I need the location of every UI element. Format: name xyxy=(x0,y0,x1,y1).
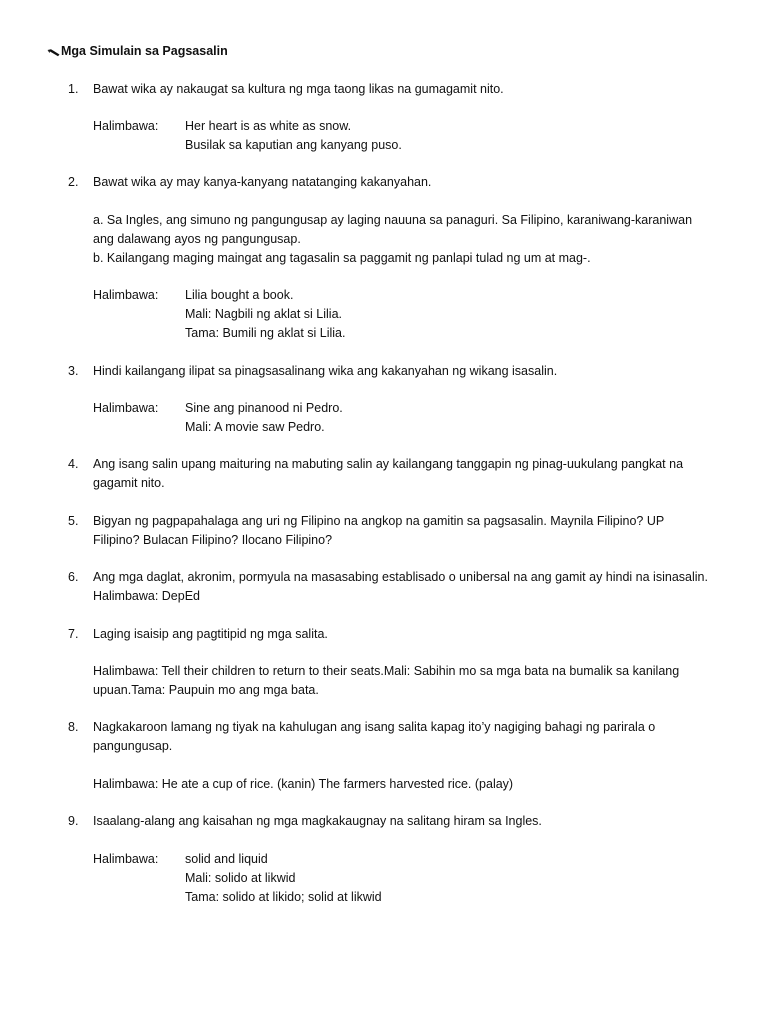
item-text: Hindi kailangang ilipat sa pinagsasalinang wika ang kakanyahan ng wikang isasalin. xyxy=(93,364,558,378)
sub-point-text: a. Sa Ingles, ang simuno ng pangungusap ay laging nauuna sa panaguri. Sa Filipino, karaniwang-karaniwan ang dalawang ayos ng pangungusap. xyxy=(93,213,693,246)
example-block-8 xyxy=(93,775,713,794)
item-text: Laging isaisip ang pagtitipid ng mga salita. xyxy=(93,627,328,641)
example-line: Mali: A movie saw Pedro. xyxy=(185,419,325,434)
example-line: solid and liquid xyxy=(185,852,268,866)
example-line: Her heart is as white as snow. xyxy=(185,119,352,133)
item-text: Nagkakaroon lamang ng tiyak na kahulugan ang isang salita kapag ito’y nagiging bahagi ng parirala o pangungusap. xyxy=(93,720,656,753)
example-block-9 xyxy=(93,850,713,906)
example-line: Lilia bought a book. xyxy=(185,288,294,302)
item-text: Bawat wika ay nakaugat sa kultura ng mga taong likas na gumagamit nito. xyxy=(93,82,504,96)
item-number: 7. xyxy=(68,627,79,641)
example-line: Sine ang pinanood ni Pedro. xyxy=(185,401,343,415)
item-text: Ang isang salin upang maituring na mabuting salin ay kailangang tanggapin ng pinag-uukulang pangkat na gagamit nito. xyxy=(93,457,684,490)
example-line: Tama: solido at likido; solid at likwid xyxy=(185,889,382,904)
sub-point-a xyxy=(93,211,713,249)
item-text: Bawat wika ay may kanya-kanyang natatanging kakanyahan. xyxy=(93,175,432,189)
example-text: Halimbawa: Tell their children to return to their seats.Mali: Sabihin mo sa mga bata na bumalik sa kanilang upuan.Tama: Paupuin mo ang mga bata. xyxy=(93,664,680,697)
item-text: Isaalang-alang ang kaisahan ng mga magkakaugnay na salitang hiram sa Ingles. xyxy=(93,814,542,828)
list-item-8 xyxy=(68,718,708,756)
example-block-1 xyxy=(93,117,713,155)
list-item-9 xyxy=(68,812,708,831)
example-line: Mali: solido at likwid xyxy=(185,870,296,885)
example-label: Halimbawa: xyxy=(93,401,159,415)
pen-icon xyxy=(47,45,60,55)
item-text: Bigyan ng pagpapahalaga ang uri ng Filipino na angkop na gamitin sa pagsasalin. Maynila Filipino? UP Filipino? Bulacan Filipino? Ilocano Filipino? xyxy=(93,514,664,547)
example-label: Halimbawa: xyxy=(93,288,159,302)
sub-point-b xyxy=(93,249,713,268)
sub-point-text: b. Kailangang maging maingat ang tagasalin sa paggamit ng panlapi tulad ng um at mag-. xyxy=(93,251,591,265)
example-line: Tama: Bumili ng aklat si Lilia. xyxy=(185,325,346,340)
item-number: 6. xyxy=(68,570,79,584)
item-number: 8. xyxy=(68,720,79,734)
item-number: 2. xyxy=(68,175,79,189)
list-item-3 xyxy=(68,362,708,381)
example-text: Halimbawa: He ate a cup of rice. (kanin) The farmers harvested rice. (palay) xyxy=(93,777,514,791)
example-label: Halimbawa: xyxy=(93,852,159,866)
list-item-6 xyxy=(68,568,708,606)
item-text: Ang mga daglat, akronim, pormyula na masasabing establisado o unibersal na ang gamit ay hindi na isinasalin. Halimbawa: DepEd xyxy=(93,570,708,603)
document-title xyxy=(47,42,228,61)
example-block-3 xyxy=(93,399,713,437)
list-item-5 xyxy=(68,512,708,550)
item-number: 1. xyxy=(68,82,79,96)
item-number: 9. xyxy=(68,814,79,828)
item-number: 5. xyxy=(68,514,79,528)
item-number: 4. xyxy=(68,457,79,471)
example-line: Mali: Nagbili ng aklat si Lilia. xyxy=(185,306,343,321)
list-item-7 xyxy=(68,625,708,644)
list-item-2 xyxy=(68,173,708,192)
example-label: Halimbawa: xyxy=(93,119,159,133)
example-block-2 xyxy=(93,286,713,342)
list-item-1 xyxy=(68,80,708,99)
list-item-4 xyxy=(68,455,708,493)
example-block-7 xyxy=(93,662,713,700)
example-line: Busilak sa kaputian ang kanyang puso. xyxy=(185,137,402,152)
title-text: Mga Simulain sa Pagsasalin xyxy=(61,44,228,58)
item-number: 3. xyxy=(68,364,79,378)
